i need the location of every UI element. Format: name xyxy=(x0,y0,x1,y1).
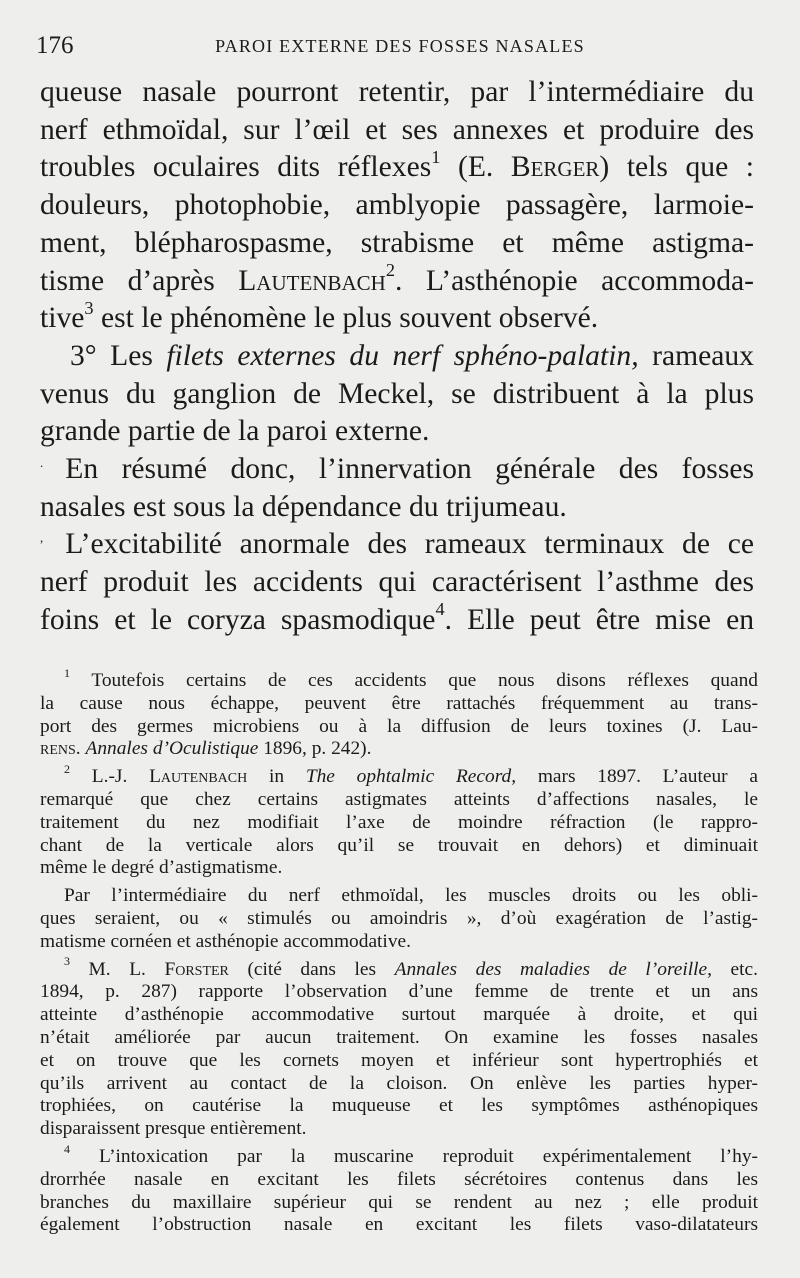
author-name: Lautenbach xyxy=(149,766,248,788)
footnote-line: drorrhée nasale en excitant les filets sécrétoires contenus dans les xyxy=(40,1168,758,1190)
page-number: 176 xyxy=(36,32,74,59)
footnote-1 xyxy=(40,665,758,761)
main-text xyxy=(40,74,754,640)
footnote-line: port des germes microbiens ou à la diffusion de leurs toxines (J. Lau- xyxy=(40,715,758,737)
journal-title: The ophtalmic Record, xyxy=(305,766,517,788)
footnote-line: atteinte d’asthénopie accommodative surtout marquée à droite, et qui xyxy=(40,1004,758,1026)
journal-title: Annales des maladies de l’oreille, xyxy=(394,958,713,980)
footnote-ref: 4 xyxy=(435,599,445,620)
footnote-line: même le degré d’astigmatisme. xyxy=(40,857,283,879)
footnote-line: et on trouve que les cornets moyen et inférieur sont hypertrophiés et xyxy=(40,1049,758,1071)
footnote-number: 4 xyxy=(64,1141,71,1156)
text-line: tive$^3$ est le phénomène le plus souvent observé. xyxy=(40,297,599,335)
footnote-line: matisme cornéen et asthénopie accommodative. xyxy=(40,930,411,952)
text-line: ment, blépharospasme, strabisme et même astigma- xyxy=(40,226,754,259)
footnote-line: qu’ils arrivent au contact de la cloison. On enlève les parties hyper- xyxy=(40,1072,758,1094)
text-line: troubles oculaires dits réflexes$^1$ (E. Berger) tels que : xyxy=(40,146,754,184)
running-title: PAROI EXTERNE DES FOSSES NASALES xyxy=(215,36,585,56)
text-line: tisme d’après Lautenbach$^2$. L’asthénopie accommoda- xyxy=(40,259,754,297)
footnote-line: ques seraient, ou « stimulés ou amoindris », d’où exagération de l’astig- xyxy=(40,907,758,929)
footnote-4 xyxy=(40,1141,758,1237)
stray-mark: . xyxy=(40,455,44,471)
footnote-number: 3 xyxy=(64,954,71,969)
text-line: , L’excitabilité anormale des rameaux terminaux de ce xyxy=(40,528,754,561)
footnote-line: disparaissent presque entièrement. xyxy=(40,1118,307,1140)
footnote-line: trophiées, on cautérise la muqueuse et les symptômes asthénopiques xyxy=(40,1095,758,1117)
footnote-line: $^4$ L’intoxication par la muscarine reproduit expérimentalement l’hy- xyxy=(64,1141,758,1167)
footnote-3 xyxy=(40,954,759,1141)
page-header xyxy=(36,32,764,62)
footnote-ref: 1 xyxy=(431,146,441,167)
text-line: venus du ganglion de Meckel, se distribuent à la plus xyxy=(40,377,754,410)
text-line: nerf ethmoïdal, sur l’œil et ses annexes et produire des xyxy=(40,113,754,146)
footnote-line: 1894, p. 287) rapporte l’observation d’une femme de trente et un ans xyxy=(40,981,758,1003)
footnote-line: chant de la verticale alors qu’il se trouvait en dehors) et diminuait xyxy=(40,834,758,856)
footnote-2-continued xyxy=(40,885,758,953)
author-name: Berger xyxy=(510,151,600,184)
footnote-number: 1 xyxy=(64,665,71,680)
footnote-line: remarqué que chez certains astigmates atteints d’affections nasales, le xyxy=(40,788,758,810)
text-line: grande partie de la paroi externe. xyxy=(40,415,430,448)
text-line: douleurs, photophobie, amblyopie passagère, larmoie- xyxy=(40,189,754,222)
text-line: queuse nasale pourront retentir, par l’intermédiaire du xyxy=(40,76,754,108)
footnote-2 xyxy=(40,761,758,880)
footnote-line: n’était améliorée par aucun traitement. On examine les fosses nasales xyxy=(40,1026,758,1048)
text-line: nasales est sous la dépendance du trijumeau. xyxy=(40,490,567,523)
footnote-line: rens. Annales d’Oculistique 1896, p. 242). xyxy=(40,738,372,760)
journal-title: Annales d’Oculistique xyxy=(85,738,259,760)
author-name: Lautenbach xyxy=(238,264,386,297)
footnote-line: branches du maxillaire supérieur qui se rendent au nez ; elle produit xyxy=(40,1191,758,1213)
footnote-line: Par l’intermédiaire du nerf ethmoïdal, les muscles droits ou les obli- xyxy=(64,885,758,907)
footnote-ref: 2 xyxy=(385,259,395,280)
text-line: nerf produit les accidents qui caractérisent l’asthme des xyxy=(40,566,754,599)
footnote-line: traitement du nez modifiait l’axe de moindre réfraction (le rappro- xyxy=(40,811,758,833)
text-line: foins et le coryza spasmodique$^4$. Elle peut être mise en xyxy=(40,599,754,636)
author-name: Forster xyxy=(164,958,229,980)
text-line: . En résumé donc, l’innervation générale des fosses xyxy=(40,453,754,486)
footnote-line: la cause nous échappe, peuvent être rattachés fréquemment au trans- xyxy=(40,692,758,714)
footnote-line: $^3$ M. L. Forster (cité dans les Annales des maladies de l’oreille, etc. xyxy=(64,954,759,980)
footnote-line: $^1$ Toutefois certains de ces accidents que nous disons réflexes quand xyxy=(64,665,758,691)
stray-mark: , xyxy=(40,530,44,546)
italic-phrase: filets externes du nerf sphéno-palatin, xyxy=(166,339,639,372)
footnote-ref: 3 xyxy=(84,297,94,318)
footnote-line: également l’obstruction nasale en excitant les filets vaso-dilatateurs xyxy=(40,1214,758,1236)
text-line: 3° Les filets externes du nerf sphéno-palatin, rameaux xyxy=(70,339,754,372)
footnotes xyxy=(40,665,759,1242)
footnote-line: $^2$ L.-J. Lautenbach in The ophtalmic Record, mars 1897. L’auteur a xyxy=(64,761,758,788)
footnote-number: 2 xyxy=(64,761,71,776)
